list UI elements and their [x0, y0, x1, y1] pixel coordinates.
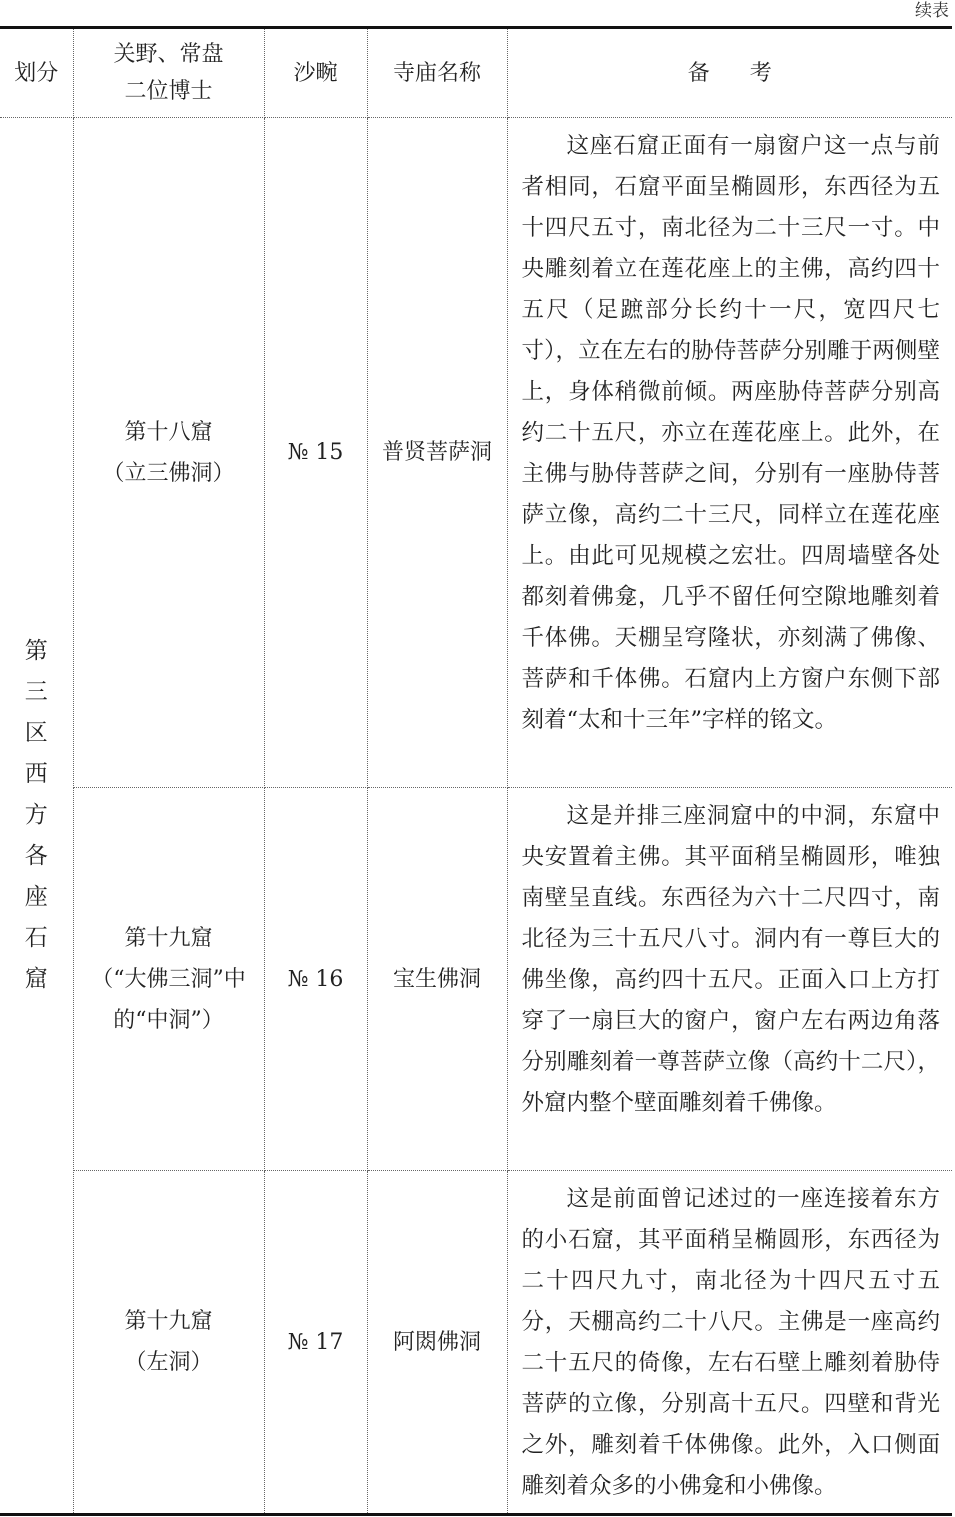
temple-cell: 普贤菩萨洞 [367, 118, 507, 788]
remark-cell: 这是并排三座洞窟中的中洞，东窟中央安置着主佛。其平面稍呈椭圆形，唯独南壁呈直线。东西径为六十二尺四寸，南北径为三十五尺八寸。洞内有一尊巨大的佛坐像，高约四十五尺。正面入口上方打穿了一扇巨大的窗户，窗户左右两边角落分别雕刻着一尊菩萨立像（高约十二尺），外窟内整个壁面雕刻着千佛像。 [507, 788, 952, 1171]
cave-name: 第十八窟 [124, 419, 213, 445]
table-row [0, 118, 952, 788]
cave-cell [73, 788, 264, 1171]
cave-name: 第十九窟 [124, 925, 213, 951]
remark-cell: 这座石窟正面有一扇窗户这一点与前者相同，石窟平面呈椭圆形，东西径为五十四尺五寸，南北径为二十三尺一寸。中央雕刻着立在莲花座上的主佛，高约四十五尺（足蹠部分长约十一尺，宽四尺七寸），立在左右的胁侍菩萨分别雕于两侧壁上，身体稍微前倾。两座胁侍菩萨分别高约二十五尺，亦立在莲花座上。此外，在主佛与胁侍菩萨之间，分别有一座胁侍菩萨立像，高约二十三尺，同样立在莲花座上。由此可见规模之宏壮。四周墙壁各处都刻着佛龛，几乎不留任何空隙地雕刻着千体佛。天棚呈穹隆状，亦刻满了佛像、菩萨和千体佛。石窟内上方窗户东侧下部刻着“太和十三年”字样的铭文。 [507, 118, 952, 788]
header-division: 划分 [0, 28, 73, 118]
table-row [0, 1171, 952, 1515]
cave-alias: （左洞） [124, 1350, 213, 1375]
temple-cell: 阿閦佛洞 [367, 1171, 507, 1515]
cave-table [0, 26, 952, 1516]
chavannes-cell: № 16 [264, 788, 367, 1171]
table-header-row [0, 28, 952, 118]
header-temple-name: 寺庙名称 [367, 28, 507, 118]
header-remarks: 备考 [507, 28, 952, 118]
header-scholars-text: 关野、常盘二位博士 [113, 42, 224, 104]
cave-alias: （“大佛三洞”中的“中洞”） [91, 966, 246, 1033]
header-chavannes: 沙畹 [264, 28, 367, 118]
division-text: 第三区西方各座石窟 [24, 638, 48, 992]
chavannes-cell: № 15 [264, 118, 367, 788]
cave-alias: （立三佛洞） [102, 460, 235, 486]
continued-label: 续表 [915, 1, 949, 21]
temple-cell: 宝生佛洞 [367, 788, 507, 1171]
table-row [0, 788, 952, 1171]
header-scholars [73, 28, 264, 118]
cave-cell [73, 118, 264, 788]
cave-name: 第十九窟 [124, 1309, 213, 1334]
division-cell [0, 118, 73, 1515]
cave-cell [73, 1171, 264, 1515]
chavannes-cell: № 17 [264, 1171, 367, 1515]
remark-cell: 这是前面曾记述过的一座连接着东方的小石窟，其平面稍呈椭圆形，东西径为二十四尺九寸，南北径为十四尺五寸五分，天棚高约二十八尺。主佛是一座高约二十五尺的倚像，左右石壁上雕刻着胁侍菩萨的立像，分别高十五尺。四壁和背光之外，雕刻着千体佛像。此外，入口侧面雕刻着众多的小佛龛和小佛像。 [507, 1171, 952, 1515]
